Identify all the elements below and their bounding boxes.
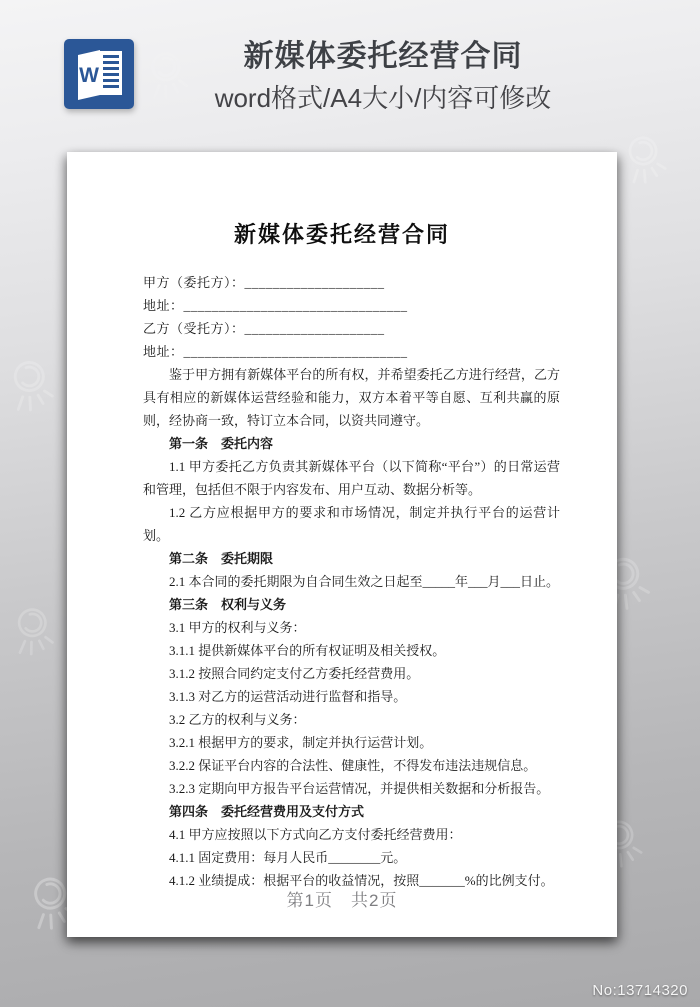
doc-party-line: 地址：________________________________: [143, 298, 408, 313]
doc-content: [143, 271, 560, 892]
clause-text: 3.1 甲方的权利与义务：: [169, 620, 306, 635]
page-number: 第1页 共2页: [286, 891, 398, 910]
section-heading: 第四条 委托经营费用及支付方式: [169, 804, 365, 819]
clause-text: 1.2 乙方应根据甲方的要求和市场情况，制定并执行平台的运营计划。: [143, 505, 560, 543]
section-heading: 第三条 权利与义务: [169, 597, 287, 612]
clause-text: 3.1.2 按照合同约定支付乙方委托经营费用。: [169, 666, 420, 681]
doc-party-line: 地址：________________________________: [143, 344, 408, 359]
clause-text: 3.2.2 保证平台内容的合法性、健康性，不得发布违法违规信息。: [169, 758, 537, 773]
preview-header: [0, 0, 700, 134]
clause-text: 4.1 甲方应按照以下方式向乙方支付委托经营费用：: [169, 827, 462, 842]
document-page: [67, 152, 617, 937]
word-icon-letter: W: [79, 64, 99, 87]
preview-title: 新媒体委托经营合同: [243, 40, 523, 73]
word-icon: [63, 38, 135, 110]
watermark-icon: [0, 594, 71, 677]
section-heading: 第二条 委托期限: [169, 551, 274, 566]
serial-number: No:13714320: [592, 982, 688, 999]
clause-text: 3.2 乙方的权利与义务：: [169, 712, 306, 727]
preview-subtitle: word格式/A4大小/内容可修改: [214, 83, 552, 113]
clause-text: 3.1.1 提供新媒体平台的所有权证明及相关授权。: [169, 643, 446, 658]
doc-party-line: 乙方（受托方）：____________________: [143, 321, 385, 336]
contract-title: 新媒体委托经营合同: [233, 222, 450, 247]
clause-text: 3.1.3 对乙方的运营活动进行监督和指导。: [169, 689, 407, 704]
clause-text: 2.1 本合同的委托期限为自合同生效之日起至_____年___月___日止。: [169, 574, 560, 589]
clause-text: 3.2.3 定期向甲方报告平台运营情况，并提供相关数据和分析报告。: [169, 781, 550, 796]
section-heading: 第一条 委托内容: [169, 436, 274, 451]
watermark-icon: [0, 344, 73, 435]
clause-text: 3.2.1 根据甲方的要求，制定并执行运营计划。: [169, 735, 433, 750]
doc-party-line: 甲方（委托方）：____________________: [143, 275, 385, 290]
clause-text: 4.1.2 业绩提成：根据平台的收益情况，按照_______%的比例支付。: [169, 873, 554, 888]
word-icon-doc-lines: [100, 51, 122, 95]
clause-text: 1.1 甲方委托乙方负责其新媒体平台（以下简称“平台”）的日常运营和管理，包括但不限于内容发布、用户互动、数据分析等。: [143, 459, 560, 497]
clause-text: 4.1.1 固定费用：每月人民币________元。: [169, 850, 407, 865]
doc-preamble: 鉴于甲方拥有新媒体平台的所有权，并希望委托乙方进行经营，乙方具有相应的新媒体运营经验和能力，双方本着平等自愿、互利共赢的原则，经协商一致，特订立本合同，以资共同遵守。: [143, 367, 560, 428]
